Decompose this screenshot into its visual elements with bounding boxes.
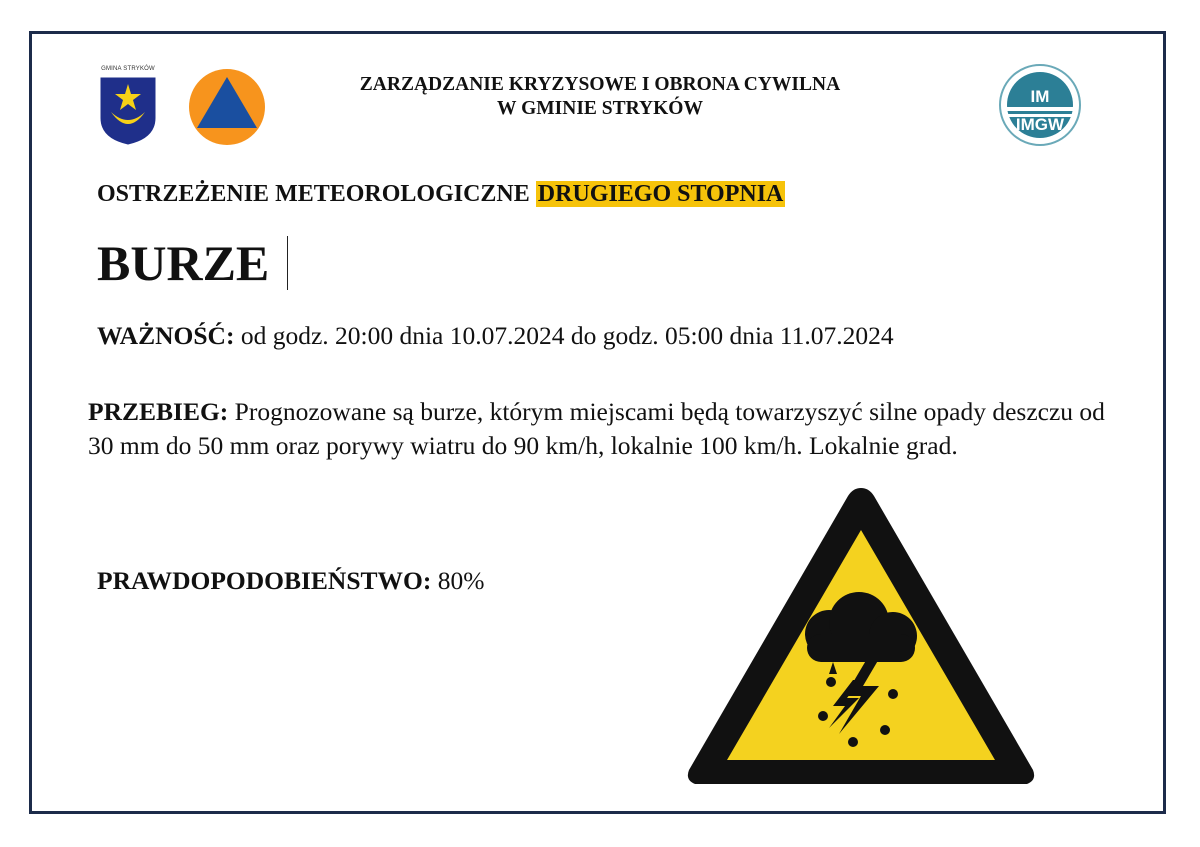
header-line-1: ZARZĄDZANIE KRYZYSOWE I OBRONA CYWILNA <box>359 74 841 95</box>
warning-title-prefix: OSTRZEŻENIE METEOROLOGICZNE <box>97 181 530 207</box>
coat-of-arms-label: GMINA STRYKÓW <box>101 66 155 72</box>
validity-text: od godz. 20:00 dnia 10.07.2024 do godz. 05:00 dnia 11.07.2024 <box>240 321 894 350</box>
civil-defense-icon <box>188 68 266 146</box>
validity-label: WAŻNOŚĆ: <box>97 321 235 350</box>
probability-value: 80% <box>437 566 485 595</box>
phenomenon-title: BURZE <box>97 235 270 291</box>
course-paragraph <box>88 395 1118 463</box>
coat-of-arms-icon <box>97 66 159 146</box>
probability-line <box>97 566 485 596</box>
imgw-logo-icon <box>999 64 1081 146</box>
validity-line <box>97 321 894 351</box>
svg-text:IM: IM <box>1030 87 1050 106</box>
header-title <box>300 73 900 121</box>
probability-label: PRAWDOPODOBIEŃSTWO: <box>97 566 432 595</box>
course-text: Prognozowane są burze, którym miejscami będą towarzyszyć silne opady deszczu od 30 mm do 50 mm oraz porywy wiatru do 90 km/h, lokalnie 100 km/h. Lokalnie grad. <box>88 397 1105 460</box>
course-label: PRZEBIEG: <box>88 397 229 426</box>
warning-degree: DRUGIEGO STOPNIA <box>537 181 784 207</box>
warning-title <box>97 181 785 208</box>
imgw-logo-text: IMGW <box>1015 115 1065 134</box>
header-line-2: W GMINIE STRYKÓW <box>497 98 703 119</box>
text-cursor <box>287 236 288 290</box>
storm-warning-icon <box>683 484 1039 788</box>
